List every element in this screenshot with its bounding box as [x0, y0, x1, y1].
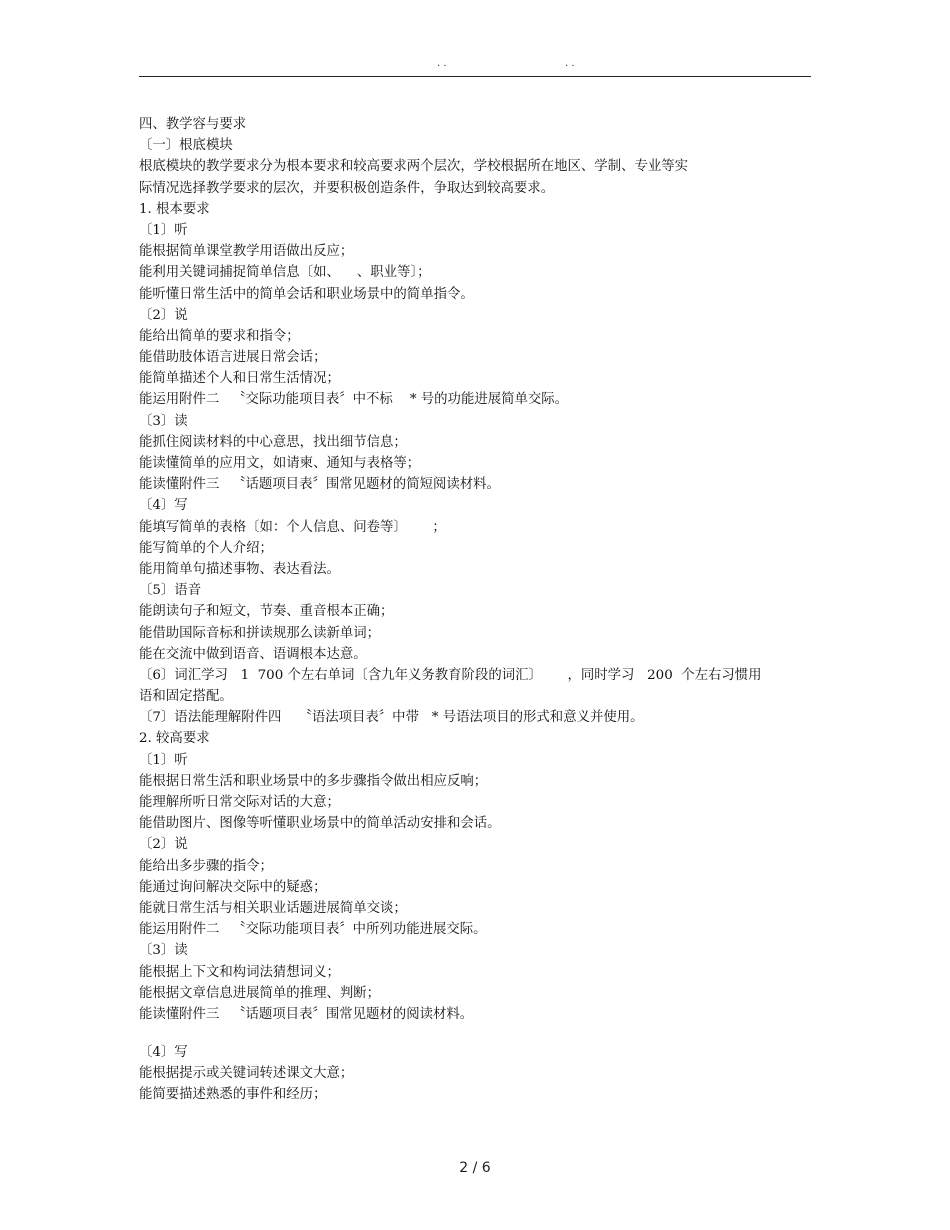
text-line: 能运用附件二 〝交际功能项目表〞中所列功能进展交际。	[139, 922, 487, 938]
text-line: 能读懂简单的应用文，如请柬、通知与表格等；	[139, 456, 421, 471]
text-line: 能给出简单的要求和指令；	[139, 328, 300, 344]
text-line: 能通过询问解决交际中的疑惑；	[139, 879, 327, 895]
text-line: 能给出多步骤的指令；	[139, 858, 273, 874]
text-line: 能写简单的个人介绍；	[139, 540, 273, 556]
text-line: 能运用附件二 〝交际功能项目表〞中不标 * 号的功能进展简单交际。	[139, 392, 569, 408]
text-line: 能根据日常生活和职业场景中的多步骤指令做出相应反响；	[139, 773, 488, 789]
text-line: 根底模块的教学要求分为根本要求和较高要求两个层次，学校根据所在地区、学制、专业等实	[139, 159, 689, 175]
text-line: 能利用关键词捕捉简单信息〔如、 、职业等〕；	[139, 265, 431, 281]
text-line: 〔4〕写	[139, 1045, 188, 1061]
text-line: 〔1〕听	[139, 222, 188, 238]
text-line: 能填写简单的表格〔如：个人信息、问卷等〕 ；	[139, 519, 446, 535]
text-line: 能读懂附件三 〝话题项目表〞围常见题材的简短阅读材料。	[139, 477, 500, 493]
text-line: 〔6〕词汇学习 1 700 个左右单词〔含九年义务教育阶段的词汇〕 ，同时学习 200 个左右习惯用	[139, 667, 762, 683]
text-line: 四、教学容与要求	[139, 117, 247, 132]
text-line: 际情况选择教学要求的层次，并要积极创造条件，争取达到较高要求。	[139, 180, 555, 196]
text-line: 能在交流中做到语音、语调根本达意。	[139, 646, 367, 662]
text-line: 〔2〕说	[139, 307, 188, 323]
text-line: 能听懂日常生活中的简单会话和职业场景中的简单指令。	[139, 286, 474, 302]
text-line: 〔4〕写	[139, 498, 188, 514]
text-line: 〔1〕听	[139, 752, 188, 768]
text-line: 1. 根本要求	[139, 201, 210, 217]
text-line: 2. 较高要求	[139, 731, 210, 747]
text-line: 〔3〕读	[139, 943, 188, 959]
text-line: 能抓住阅读材料的中心意思，找出细节信息；	[139, 434, 407, 450]
header-dots-left: . .	[437, 58, 447, 69]
text-line: 能简单描述个人和日常生活情况；	[139, 371, 340, 387]
text-line: 能根据提示或关键词转述课文大意；	[139, 1066, 354, 1082]
text-line: 能理解所听日常交际对话的大意；	[139, 795, 340, 810]
text-line: 能根据简单课堂教学用语做出反应；	[139, 244, 354, 260]
text-line: 能借助国际音标和拼读规那么读新单词；	[139, 625, 381, 641]
text-line: 能借助图片、图像等听懂职业场景中的简单活动安排和会话。	[139, 816, 501, 832]
text-line: 〔一〕根底模块	[139, 138, 233, 154]
page-header-marks	[0, 58, 950, 72]
paragraph-gap	[139, 1025, 819, 1042]
text-line: 语和固定搭配。	[139, 689, 233, 705]
text-line: 能借助肢体语言进展日常会话；	[139, 350, 327, 366]
text-line: 能读懂附件三 〝话题项目表〞围常见题材的阅读材料。	[139, 1006, 474, 1022]
text-line: 〔3〕读	[139, 413, 188, 429]
text-line: 能根据上下文和构词法猜想词义；	[139, 964, 340, 980]
page-number: 2 / 6	[459, 1160, 491, 1176]
text-line: 能就日常生活与相关职业话题进展简单交谈；	[139, 900, 407, 916]
text-line: 〔2〕说	[139, 837, 188, 853]
text-line: 能朗读句子和短文，节奏、重音根本正确；	[139, 604, 394, 620]
header-dots-right: . .	[565, 58, 575, 69]
text-line: 能用简单句描述事物、表达看法。	[139, 561, 340, 577]
text-line: 〔5〕语音	[139, 583, 202, 599]
text-line: 能根据文章信息进展简单的推理、判断；	[139, 985, 381, 1001]
document-body	[139, 114, 819, 1106]
text-line: 〔7〕语法能理解附件四 〝语法项目表〞中带 * 号语法项目的形式和意义并使用。	[139, 710, 644, 726]
text-line: 能简要描述熟悉的事件和经历；	[139, 1087, 327, 1103]
header-rule	[139, 76, 811, 77]
